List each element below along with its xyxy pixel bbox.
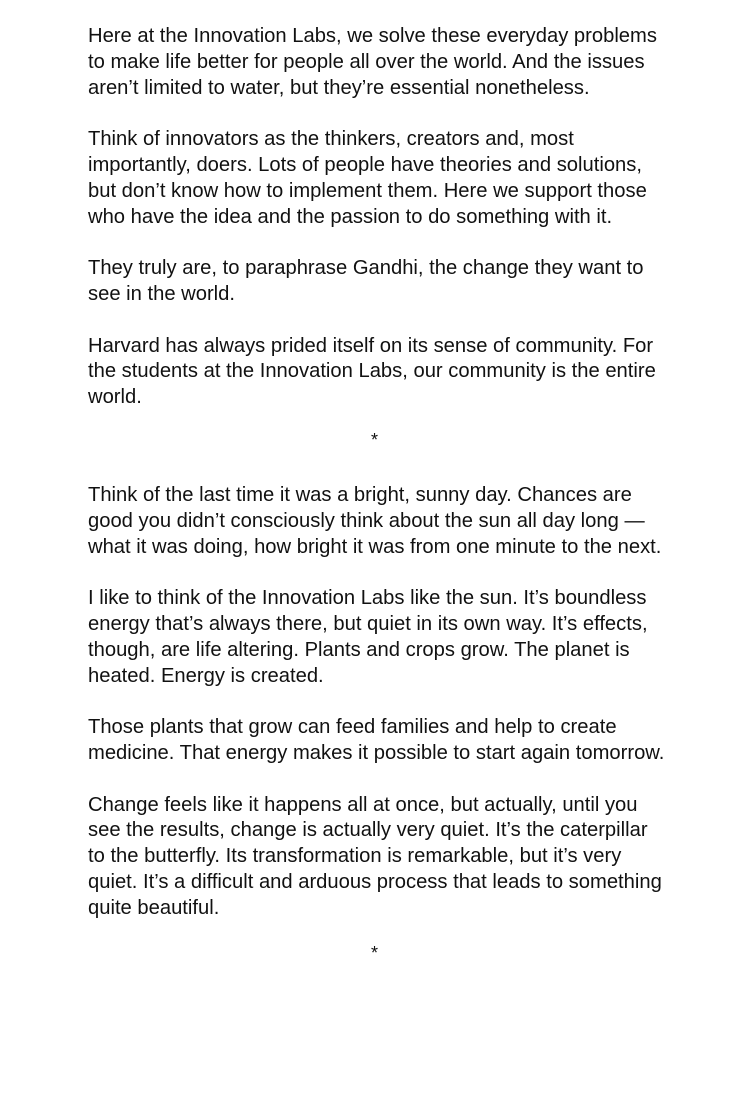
paragraph: Think of innovators as the thinkers, creators and, most importantly, doers. Lots of people have theories and solutions, but don’t know how to implement them. Here we support those who have the idea and the passion to do something with it.: [88, 128, 647, 228]
paragraph: Change feels like it happens all at once, but actually, until you see the results, change is actually very quiet. It’s the caterpillar to the butterfly. Its transformation is remarkable, but it’s very quiet. It’s a difficult and arduous process that leads to something quite beautiful.: [88, 793, 662, 919]
paragraph: I like to think of the Innovation Labs like the sun. It’s boundless energy that’s always there, but quiet in its own way. It’s effects, though, are life altering. Plants and crops grow. The planet is heated. Energy is created.: [88, 587, 648, 687]
section-separator: *: [370, 429, 378, 450]
paragraph: Harvard has always prided itself on its sense of community. For the students at the Innovation Labs, our community is the entire world.: [88, 334, 656, 409]
paragraph: Those plants that grow can feed families and help to create medicine. That energy makes it possible to start again tomorrow.: [88, 716, 665, 764]
document-body: [88, 24, 668, 963]
paragraph: Think of the last time it was a bright, sunny day. Chances are good you didn’t consciously think about the sun all day long — what it was doing, how bright it was from one minute to the next.: [88, 483, 662, 558]
section-separator: *: [370, 942, 378, 963]
paragraph: They truly are, to paraphrase Gandhi, the change they want to see in the world.: [88, 257, 644, 305]
paragraph: Here at the Innovation Labs, we solve these everyday problems to make life better for people all over the world. And the issues aren’t limited to water, but they’re essential nonetheless.: [88, 25, 657, 99]
